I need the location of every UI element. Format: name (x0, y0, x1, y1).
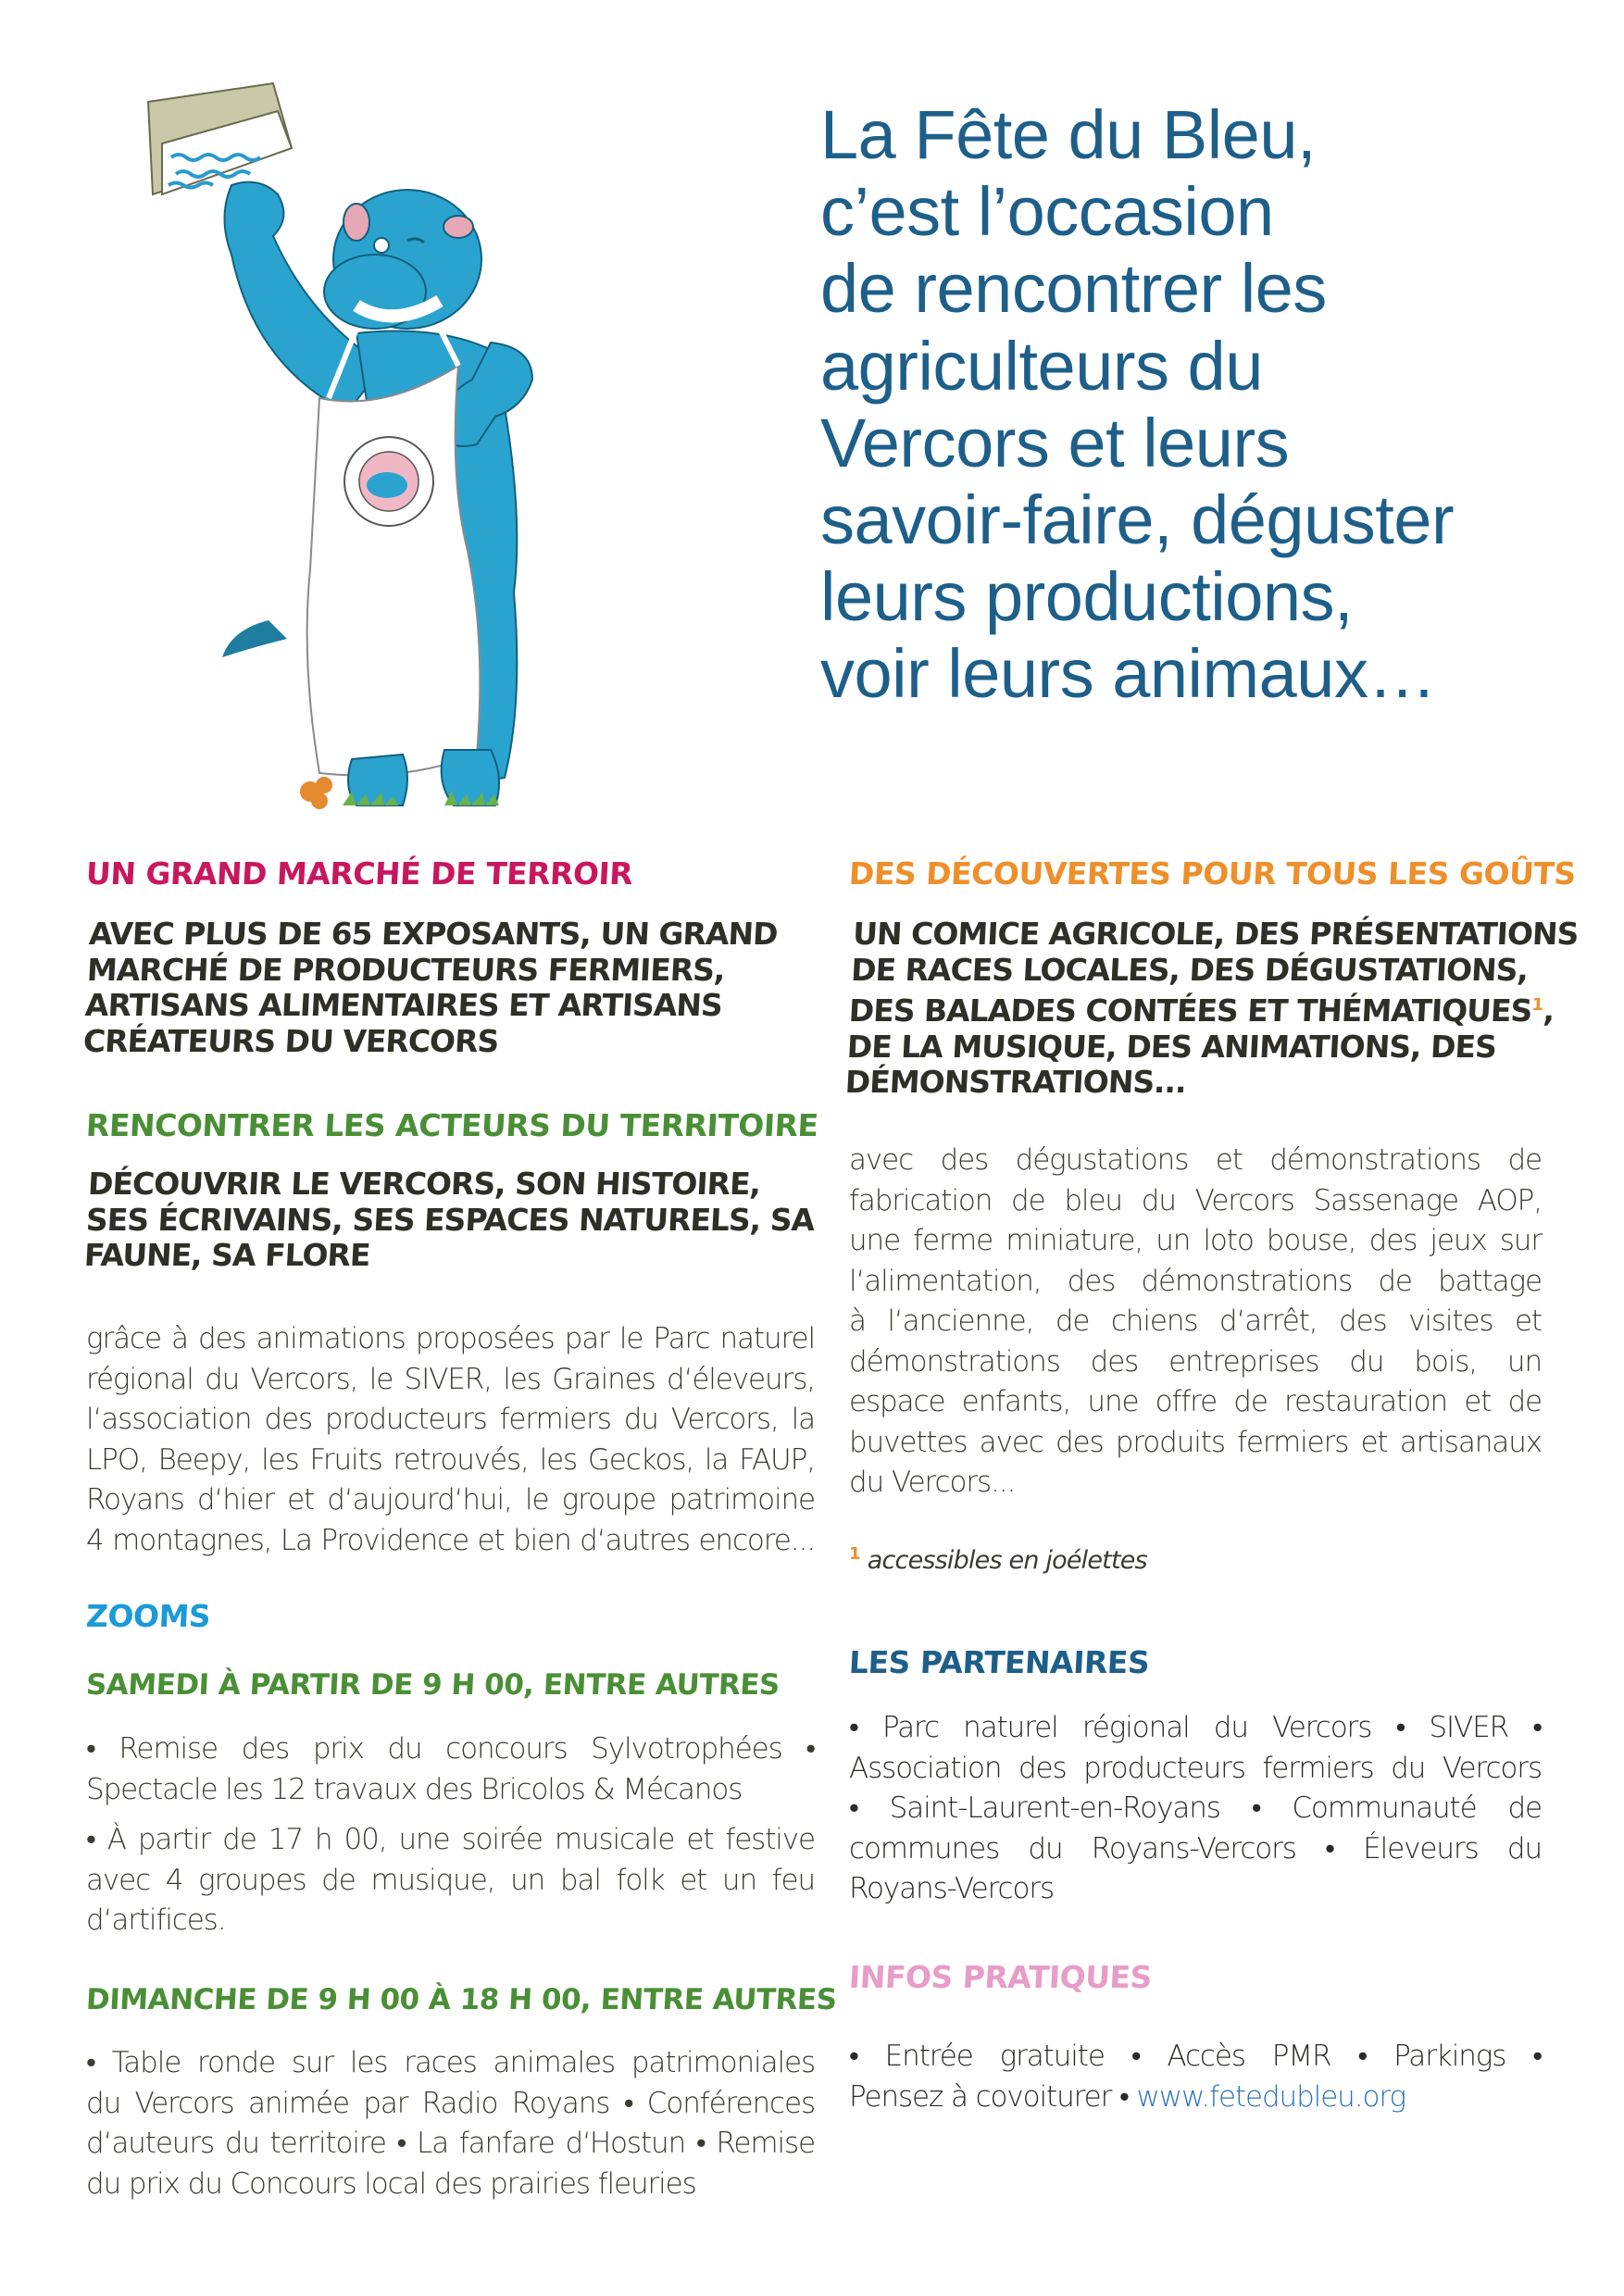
footnote (849, 1544, 1147, 1575)
section-subtitle-marche: AVEC PLUS DE 65 EXPOSANTS, UN GRAND MARCHÉ DE PRODUCTEURS FERMIERS, ARTISANS ALIMENTAIRES ET ARTISANS CRÉATEURS DU VERCORS (81, 916, 779, 1059)
samedi-para-2: • À partir de 17 h 00, une soirée musicale et festive avec 4 groupes de musique, un bal folk et un feu d‘artifices. (86, 1823, 815, 1937)
headline-line: de rencontrer les (820, 250, 1327, 328)
headline-line: La Fête du Bleu, (820, 96, 1317, 173)
headline-line: leurs productions, (820, 558, 1354, 636)
section-title-acteurs: RENCONTRER LES ACTEURS DU TERRITOIRE (85, 1107, 819, 1143)
dimanche-para: • Table ronde sur les races animales patrimoniales du Vercors animée par Radio Royans • Conférences d‘auteurs du territoire • La fanfare d‘Hostun • Remise du prix du Concours local des prairies fleuries (86, 2046, 815, 2201)
infos-list: • Entrée gratuite • Accès PMR • Parkings • Pensez à covoiturer • www.fetedubleu.org (849, 2040, 1542, 2114)
section-title-infos: INFOS PRATIQUES (848, 1959, 1153, 1995)
headline-line: Vercors et leurs (820, 404, 1290, 481)
cheese-wedge-icon (148, 83, 292, 194)
headline-line: savoir-faire, déguster (820, 481, 1455, 559)
section-title-samedi: SAMEDI À PARTIR DE 9 H 00, ENTRE AUTRES (85, 1668, 781, 1702)
section-title-dimanche: DIMANCHE DE 9 H 00 À 18 H 00, ENTRE AUTRES (85, 1983, 838, 2016)
headline-line: voir leurs animaux… (820, 635, 1436, 713)
acteurs-body: grâce à des animations proposées par le Parc naturel régional du Vercors, le SIVER, les Graines d‘éleveurs, l‘association des producteurs fermiers du Vercors, la LPO, Beepy, les Fruits retrouvés, les Geckos, la FAUP, Royans d‘hier et d‘aujourd‘hui, le groupe patrimoine 4 montagnes, La Providence et bien d‘autres encore... (86, 1322, 815, 1557)
section-title-marche: UN GRAND MARCHÉ DE TERROIR (85, 855, 634, 892)
section-title-zooms: ZOOMS (85, 1598, 212, 1634)
headline-line: c’est l’occasion (820, 173, 1274, 251)
partenaires-list: • Parc naturel régional du Vercors • SIVER • Association des producteurs fermiers du Vercors • Saint-Laurent-en-Royans • Communauté de communes du Royans-Vercors • Éleveurs du Royans-Vercors (849, 1711, 1542, 1905)
section-subtitle-acteurs: DÉCOUVRIR LE VERCORS, SON HISTOIRE, SES ÉCRIVAINS, SES ESPACES NATURELS, SA FAUNE, SA FLORE (82, 1166, 816, 1273)
blue-cow-mascot-icon (111, 46, 556, 824)
decouvertes-body: avec des dégustations et démonstrations de fabrication de bleu du Vercors Sassenage AOP, une ferme miniature, un loto bouse, des jeux sur l‘alimentation, des démonstrations de battage à l‘ancienne, de chiens d‘arrêt, des visites et démonstrations des entreprises du bois, un espace enfants, une offre de restauration et de buvettes avec des produits fermiers et artisanaux du Vercors... (849, 1143, 1542, 1499)
section-title-decouvertes: DES DÉCOUVERTES POUR TOUS LES GOÛTS (848, 855, 1577, 892)
mascot-illustration (111, 46, 556, 824)
footnote-number: 1 (849, 1544, 860, 1564)
headline (820, 96, 1580, 713)
footnote-marker: 1 (1531, 995, 1544, 1015)
website-link[interactable]: www.fetedubleu.org (1136, 2079, 1405, 2114)
footnote-text: accessibles en joélettes (867, 1546, 1147, 1575)
headline-line: agriculteurs du (820, 327, 1263, 405)
aop-badge-icon (344, 437, 433, 526)
samedi-para-1: • Remise des prix du concours Sylvotrophées • Spectacle les 12 travaux des Bricolos & Mécanos (86, 1732, 815, 1806)
section-title-partenaires: LES PARTENAIRES (848, 1644, 1151, 1680)
section-subtitle-decouvertes: UN COMICE AGRICOLE, DES PRÉSENTATIONS DE RACES LOCALES, DES DÉGUSTATIONS, DES BALADES CONTÉES ET THÉMATIQUES$^1$, DE LA MUSIQUE, DES ANIMATIONS, DES DÉMONSTRATIONS... (843, 916, 1580, 1100)
leaf-flower-icon (300, 777, 332, 809)
